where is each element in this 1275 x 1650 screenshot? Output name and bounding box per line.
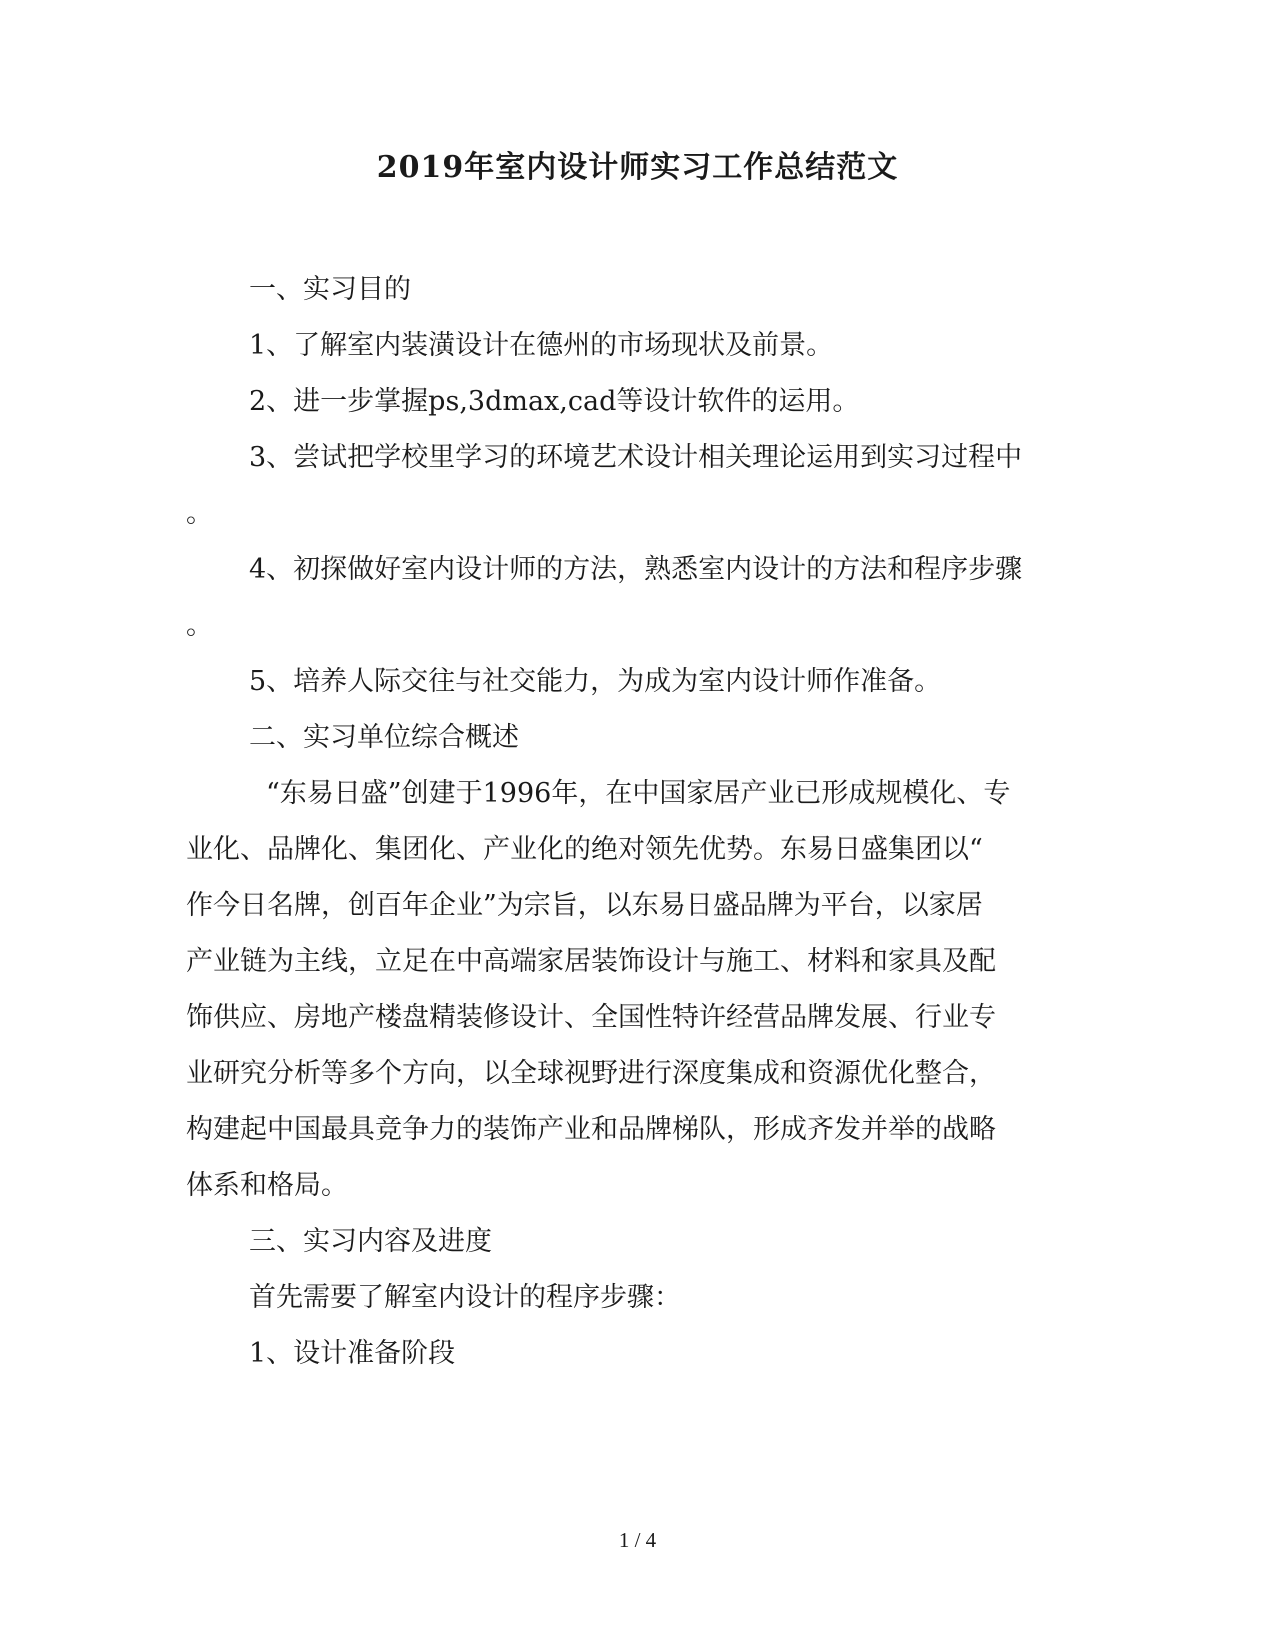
paragraph-line: 业研究分析等多个方向，以全球视野进行深度集成和资源优化整合， xyxy=(186,1058,996,1089)
section-heading-2: 二、实习单位综合概述 xyxy=(249,722,519,753)
paragraph-line: 4、初探做好室内设计师的方法，熟悉室内设计的方法和程序步骤 xyxy=(249,554,1023,585)
paragraph-line: 体系和格局。 xyxy=(186,1170,348,1201)
paragraph-line: “东易日盛”创建于1996年，在中国家居产业已形成规模化、专 xyxy=(266,778,1011,809)
document-title: 2019年室内设计师实习工作总结范文 xyxy=(376,150,899,185)
paragraph-line: 。 xyxy=(186,610,213,641)
page-number: 1 / 4 xyxy=(618,1528,657,1552)
section-heading-1: 一、实习目的 xyxy=(249,274,411,305)
paragraph-line: 3、尝试把学校里学习的环境艺术设计相关理论运用到实习过程中 xyxy=(249,442,1023,473)
paragraph-line: 1、设计准备阶段 xyxy=(249,1338,456,1369)
paragraph-line: 业化、品牌化、集团化、产业化的绝对领先优势。东易日盛集团以“ xyxy=(186,834,983,865)
paragraph-line: 作今日名牌，创百年企业”为宗旨，以东易日盛品牌为平台，以家居 xyxy=(186,890,983,921)
paragraph-line: 产业链为主线，立足在中高端家居装饰设计与施工、材料和家具及配 xyxy=(186,946,996,977)
paragraph-line: 2、进一步掌握ps,3dmax,cad等设计软件的运用。 xyxy=(249,386,860,417)
paragraph-line: 1、了解室内装潢设计在德州的市场现状及前景。 xyxy=(249,330,834,361)
paragraph-line: 5、培养人际交往与社交能力，为成为室内设计师作准备。 xyxy=(249,666,942,697)
paragraph-line: 饰供应、房地产楼盘精装修设计、全国性特许经营品牌发展、行业专 xyxy=(186,1002,996,1033)
paragraph-line: 构建起中国最具竞争力的装饰产业和品牌梯队，形成齐发并举的战略 xyxy=(186,1114,996,1145)
section-heading-3: 三、实习内容及进度 xyxy=(249,1226,492,1257)
paragraph-line: 。 xyxy=(186,498,213,529)
paragraph-line: 首先需要了解室内设计的程序步骤： xyxy=(249,1282,681,1313)
document-body xyxy=(186,262,1086,1382)
